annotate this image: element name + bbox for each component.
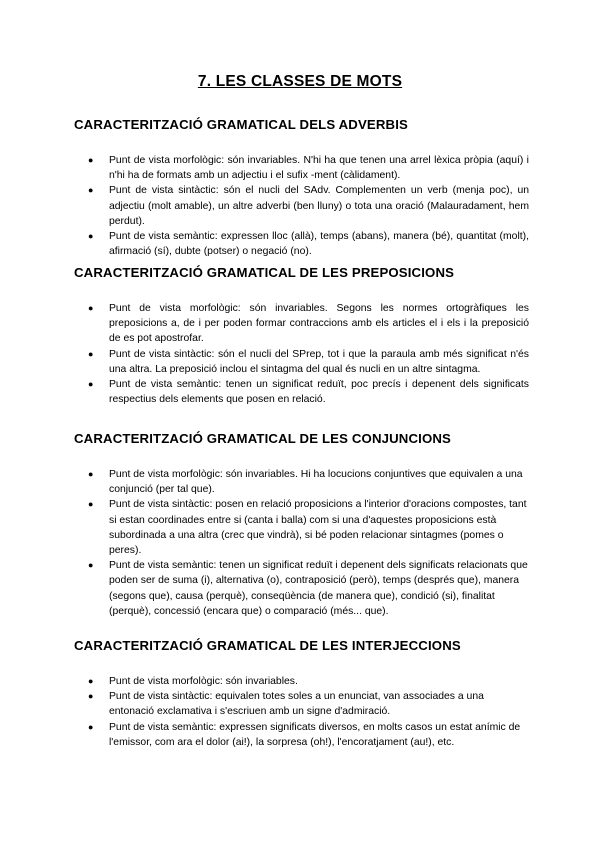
list-item: ● Punt de vista semàntic: tenen un significat reduït i depenent dels significats relacionats que poden ser de suma (i), alternativa (o), contraposició (però), temps (després que), manera (segons que), causa (perquè), conseqüència (de manera que), condició (si), finalitat (perquè), concessió (encara que) o comparació (més... que). — [88, 560, 528, 617]
section-heading: CARACTERITZACIÓ GRAMATICAL DE LES CONJUNCIONS — [74, 431, 451, 446]
bullet-icon: ● — [88, 348, 94, 359]
list-item: ● Punt de vista sintàctic: són el nucli del SPrep, tot i que la paraula amb més significat n'és una altra. La preposició inclou el sintagma del qual és nucli en un altre sintagma. — [88, 348, 529, 375]
bullet-icon: ● — [88, 469, 94, 479]
section-heading: CARACTERITZACIÓ GRAMATICAL DE LES PREPOSICIONS — [74, 265, 455, 280]
list-item: ● Punt de vista sintàctic: equivalen totes soles a un enunciat, van associades a una entonació exclamativa i s'escriuen amb un signe d'admiració. — [88, 691, 484, 718]
section-preposicions — [74, 265, 529, 407]
section-heading: CARACTERITZACIÓ GRAMATICAL DE LES INTERJECCIONS — [74, 638, 461, 653]
bullet-icon: ● — [88, 560, 94, 571]
bullet-icon: ● — [88, 155, 94, 165]
page-title: 7. LES CLASSES DE MOTS — [197, 73, 403, 90]
list-item: ● Punt de vista morfològic: són invariables. Segons les normes ortogràfiques les preposicions a, de i per poden formar contraccions amb els articles el i els i la preposició de es pot apostrofar. — [88, 303, 529, 345]
bullet-icon: ● — [88, 185, 94, 196]
list-item: ● Punt de vista sintàctic: posen en relació proposicions a l'interior d'oracions compostes, tant si estan coordinades entre si (canta i balla) com si una d'aquestes proposicions està subordinada a una altra (crec que vindrà), si bé poden relacionar sintagmes (pomes o peres). — [88, 499, 527, 557]
bullet-icon: ● — [88, 303, 94, 313]
list-item: ● Punt de vista semàntic: tenen un significat reduït, poc precís i depenent dels significats respectius dels elements que posen en relació. — [88, 379, 529, 406]
section-conjuncions — [74, 431, 529, 619]
bullet-list — [74, 467, 529, 619]
section-heading: CARACTERITZACIÓ GRAMATICAL DELS ADVERBIS — [74, 117, 408, 132]
section-adverbis — [74, 117, 529, 259]
bullet-list — [74, 301, 529, 407]
list-item: ● Punt de vista morfològic: són invariables. Hi ha locucions conjuntives que equivalen a una conjunció (per tal que). — [88, 469, 523, 496]
list-item: ● Punt de vista sintàctic: són el nucli del SAdv. Complementen un verb (menja poc), un adjectiu (molt amable), un altre adverbi (ben lluny) o tota una oració (Malauradament, hem perdut). — [88, 185, 529, 227]
bullet-icon: ● — [88, 691, 94, 702]
bullet-icon: ● — [88, 379, 94, 390]
bullet-list — [74, 153, 529, 259]
bullet-icon: ● — [88, 499, 94, 510]
bullet-icon: ● — [88, 231, 94, 242]
list-item: ● Punt de vista morfològic: són invariables. N'hi ha que tenen una arrel lèxica pròpia (aquí) i n'hi ha de formats amb un adjectiu i el sufix -ment (càlidament). — [88, 155, 529, 182]
list-item: ● Punt de vista semàntic: expressen significats diversos, en molts casos un estat anímic de l'emissor, com ara el dolor (ai!), la sorpresa (oh!), l'encoratjament (au!), etc. — [88, 721, 521, 748]
bullet-icon: ● — [88, 676, 94, 686]
list-item: ● Punt de vista semàntic: expressen lloc (allà), temps (abans), manera (bé), quantitat (molt), afirmació (sí), dubte (potser) o negació (no). — [88, 231, 529, 258]
list-item: ● Punt de vista morfològic: són invariables. — [74, 674, 529, 689]
section-interjeccions — [74, 638, 529, 750]
bullet-list — [74, 674, 529, 750]
bullet-icon: ● — [88, 721, 94, 732]
